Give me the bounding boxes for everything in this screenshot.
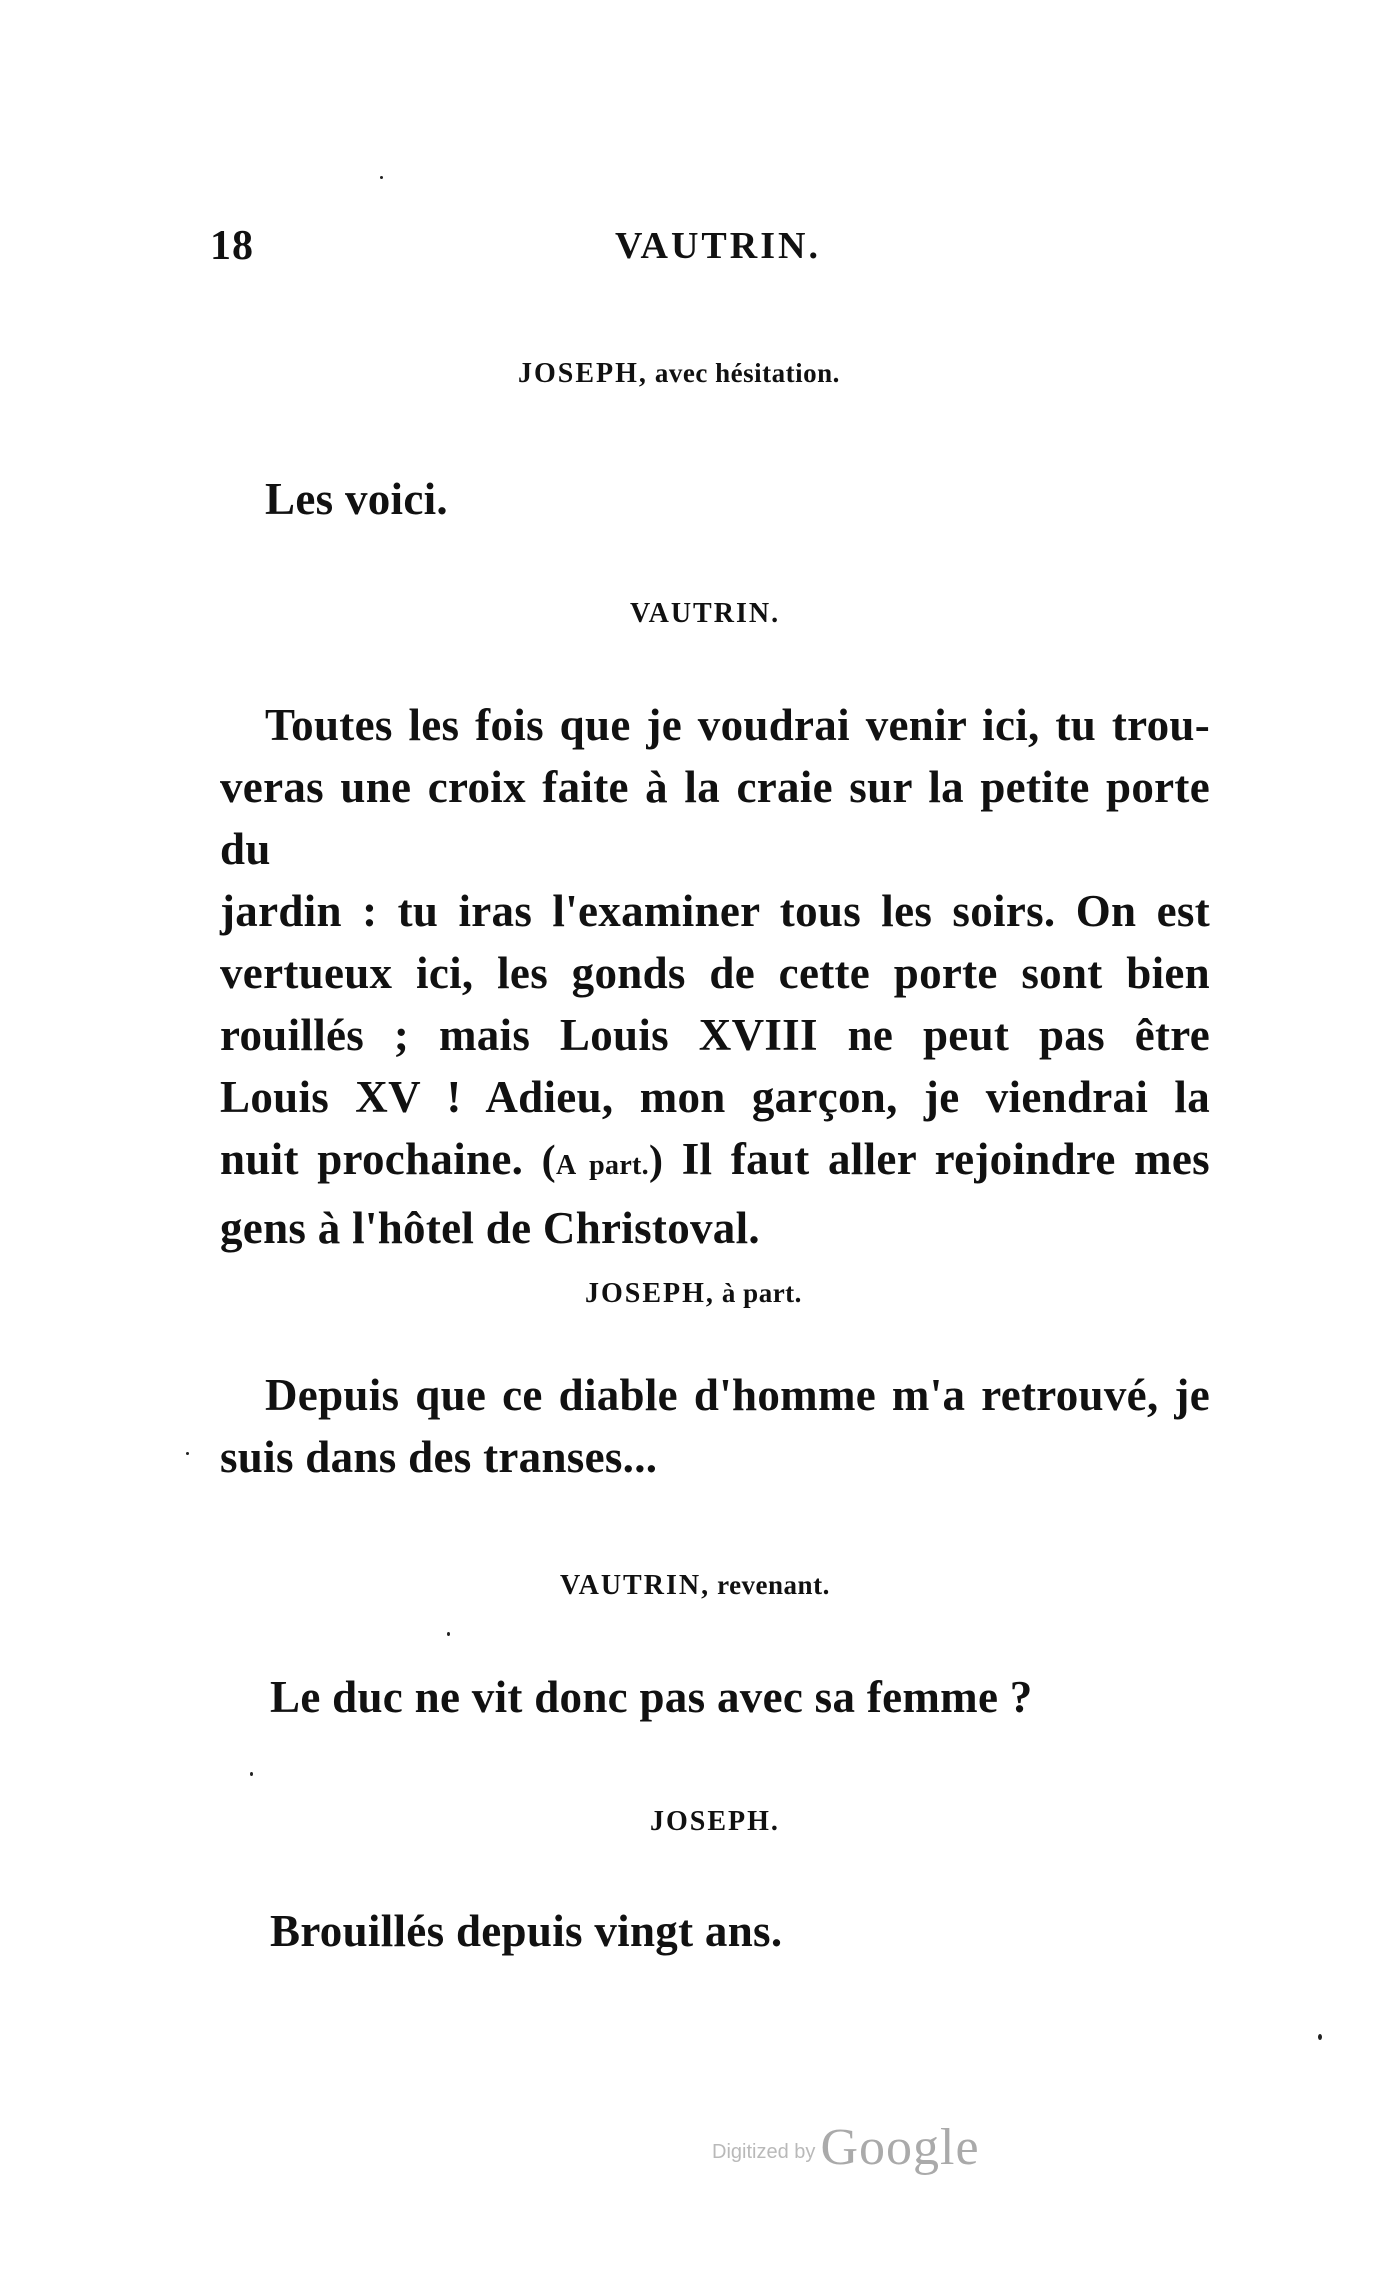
speech-line: vertueux ici, les gonds de cette porte sont bien xyxy=(220,948,1210,998)
speech-text xyxy=(270,1666,1033,1728)
speech-text xyxy=(220,1364,1210,1488)
scan-speck xyxy=(447,1632,450,1636)
aside-close-paren: ) xyxy=(648,1138,664,1184)
speech-line: gens à l'hôtel de Christoval. xyxy=(220,1203,760,1253)
speech-line: Les voici. xyxy=(265,474,448,524)
scan-speck xyxy=(1318,2034,1322,2040)
speaker-heading xyxy=(630,598,780,630)
speech-line: Le duc ne vit donc pas avec sa femme ? xyxy=(270,1672,1033,1722)
page-number: 18 xyxy=(210,223,254,269)
speaker-heading xyxy=(560,1570,830,1602)
stage-direction: avec hésitation. xyxy=(654,358,840,388)
speech-line: jardin : tu iras l'examiner tous les soirs. On est xyxy=(220,886,1210,936)
speech-line: veras une croix faite à la craie sur la petite porte du xyxy=(220,762,1210,874)
stage-direction: à part. xyxy=(721,1278,802,1308)
speaker-heading xyxy=(650,1806,780,1838)
speaker-heading xyxy=(518,358,840,390)
scan-speck xyxy=(250,1772,253,1776)
speaker-name: JOSEPH, xyxy=(518,358,648,389)
aside-open-paren: ( xyxy=(541,1138,556,1184)
speech-line: Toutes les fois que je voudrai venir ici, tu trou- xyxy=(265,700,1210,750)
speech-line: rouillés ; mais Louis XVIII ne peut pas être xyxy=(220,1010,1210,1060)
speech-line-with-aside xyxy=(220,1128,1210,1197)
speech-line: Louis XV ! Adieu, mon garçon, je viendrai la xyxy=(220,1072,1210,1122)
scan-speck xyxy=(186,1452,189,1455)
speech-text xyxy=(220,694,1210,1259)
aside-stage-direction: A part. xyxy=(555,1150,649,1181)
stage-direction: revenant. xyxy=(717,1570,830,1600)
speech-line: Depuis que ce diable d'homme m'a retrouvé, je xyxy=(265,1370,1210,1420)
running-title: VAUTRIN. xyxy=(615,225,821,267)
speaker-name: JOSEPH. xyxy=(650,1806,780,1837)
scan-speck xyxy=(380,176,383,179)
speech-fragment: nuit prochaine. xyxy=(220,1134,542,1184)
speech-line: Brouillés depuis vingt ans. xyxy=(270,1906,783,1956)
speaker-name: VAUTRIN. xyxy=(630,598,781,629)
speech-line: suis dans des transes... xyxy=(220,1432,658,1482)
speech-fragment: Il faut aller rejoindre mes xyxy=(663,1134,1210,1184)
speech-text xyxy=(265,468,448,530)
speaker-name: JOSEPH, xyxy=(585,1278,715,1309)
page-header xyxy=(210,222,1210,282)
google-logo: Google xyxy=(820,2119,980,2176)
digitized-by-google-watermark xyxy=(712,2118,980,2177)
speaker-heading xyxy=(585,1278,802,1310)
speaker-name: VAUTRIN, xyxy=(560,1570,711,1601)
speech-text xyxy=(270,1900,782,1962)
watermark-prefix: Digitized by xyxy=(712,2141,816,2163)
